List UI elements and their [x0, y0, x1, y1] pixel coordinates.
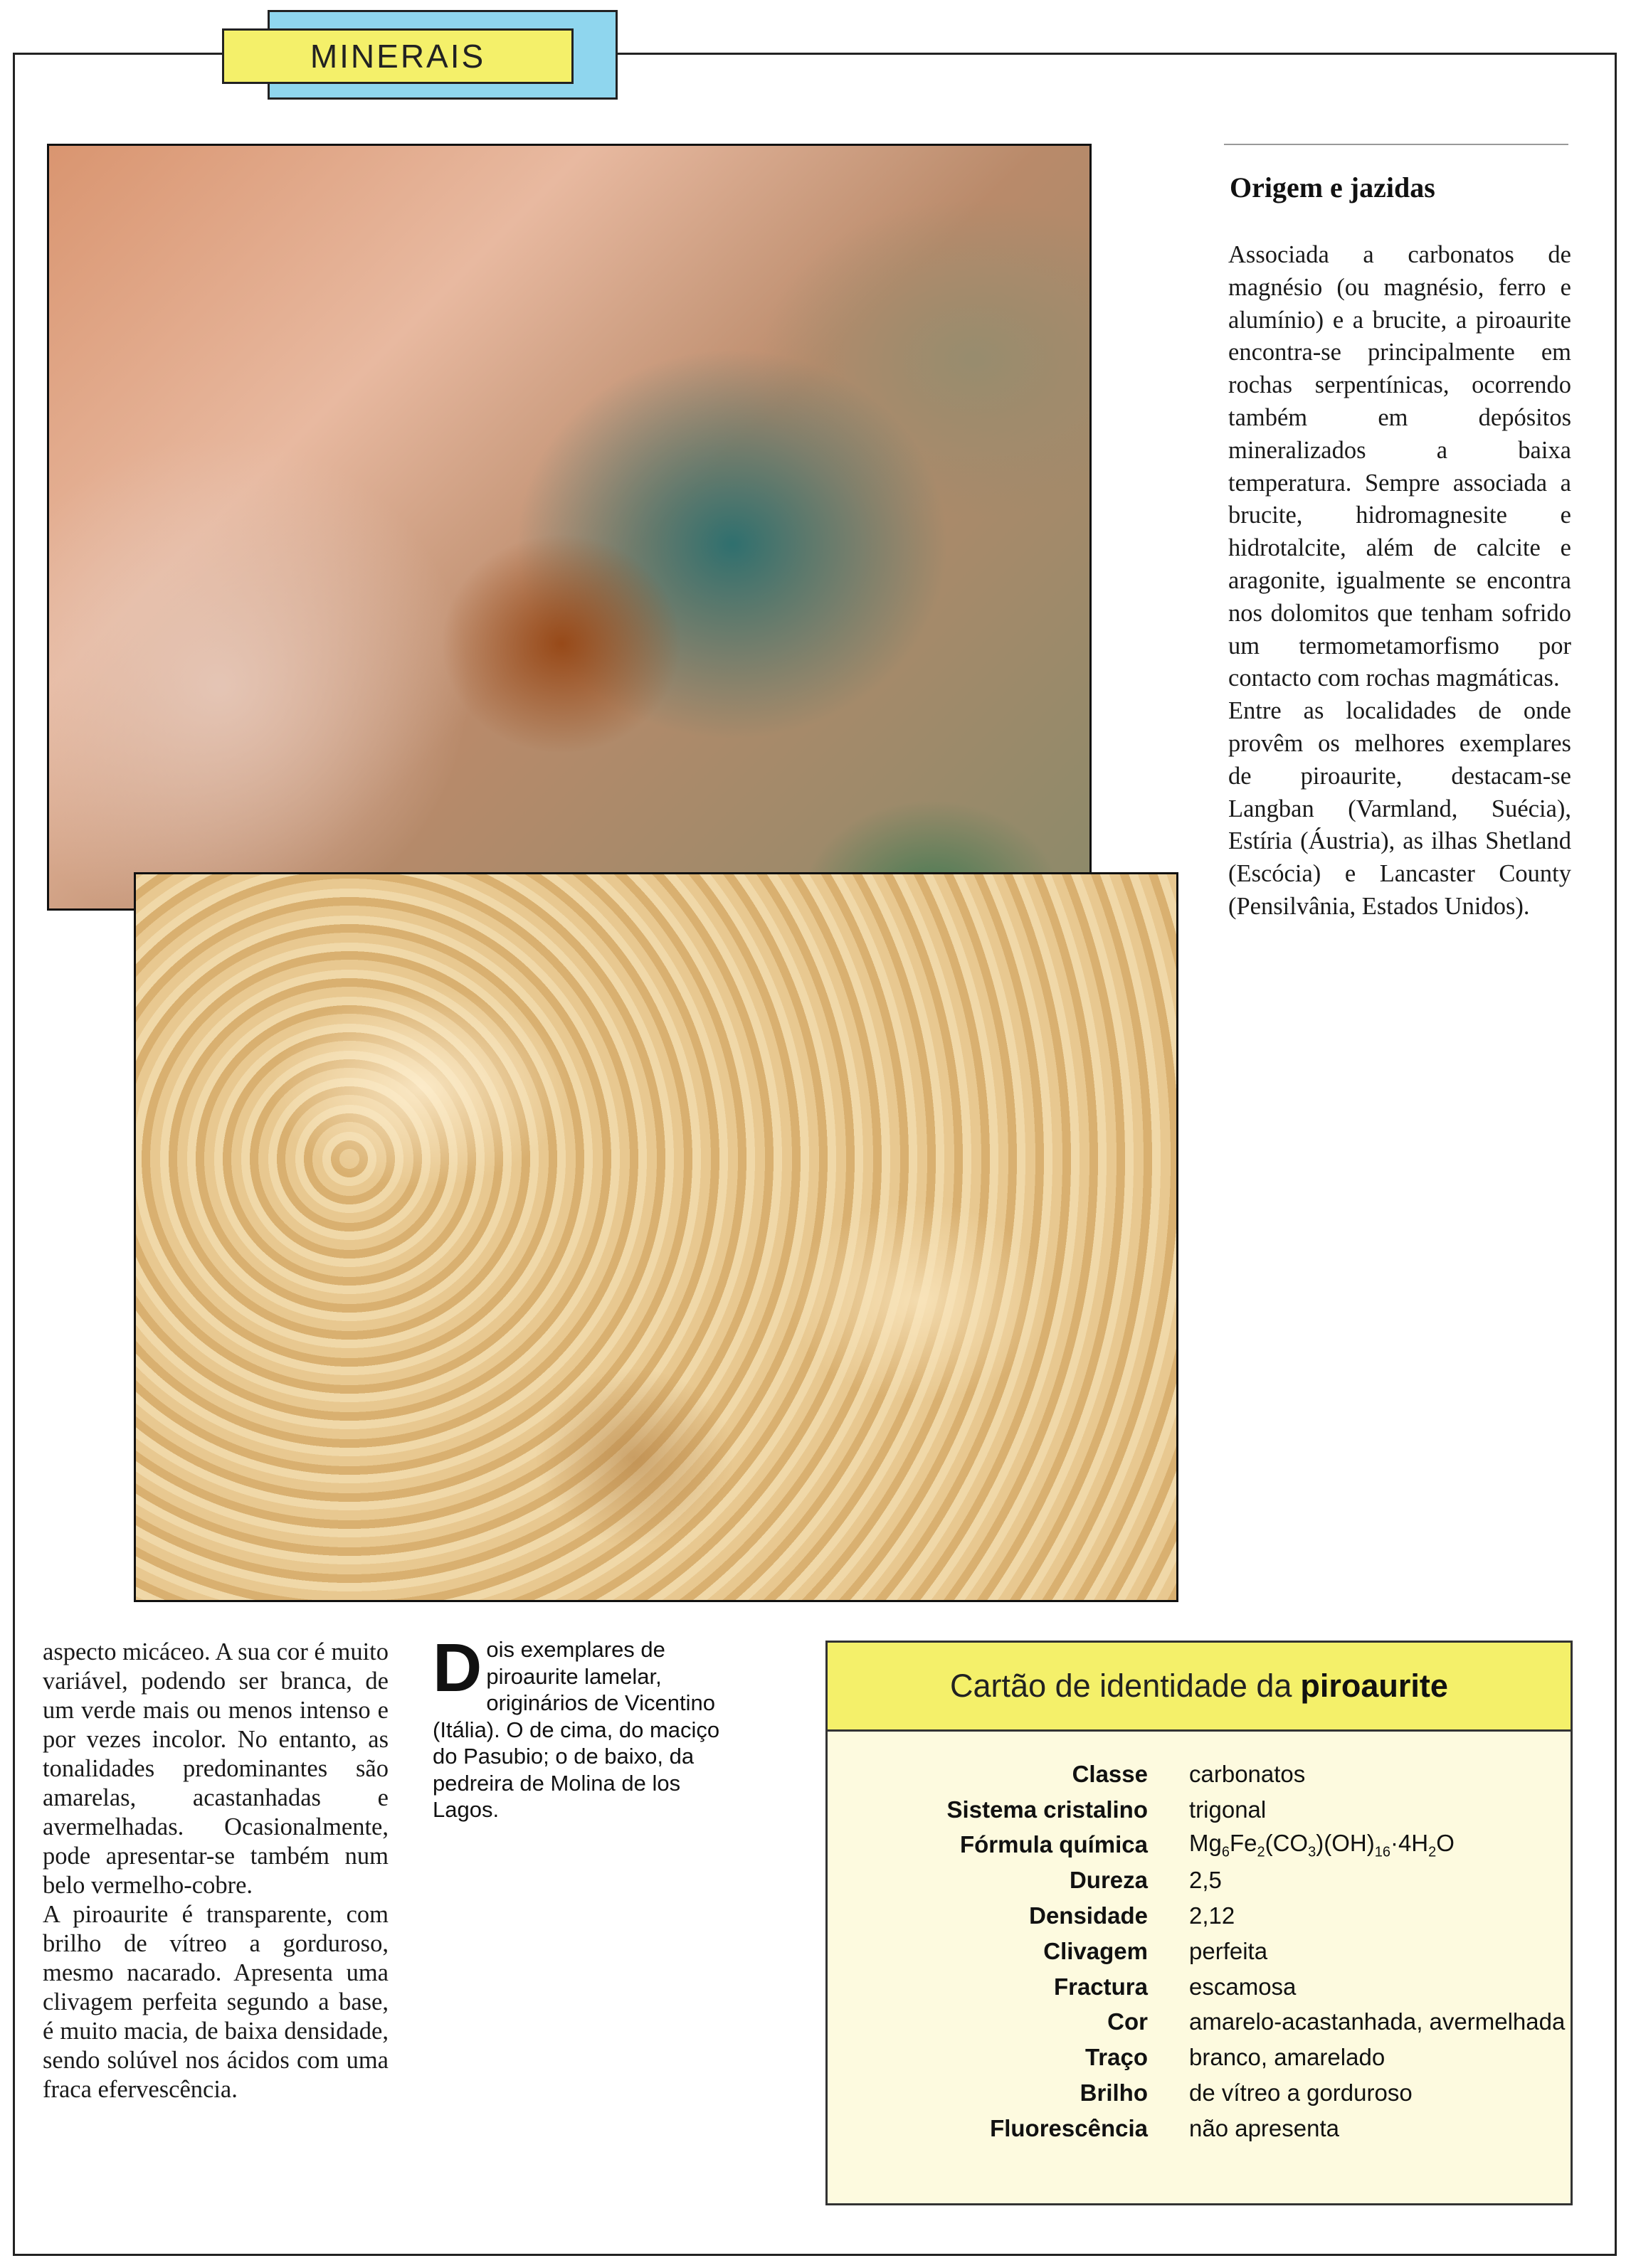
identity-label: Clivagem — [1043, 1937, 1148, 1964]
identity-value: escamosa — [1189, 1973, 1297, 2000]
identity-row-fractura — [828, 1969, 1571, 2005]
caption-dropcap: D — [433, 1630, 482, 1706]
sidebar-rule — [1224, 144, 1568, 145]
section-tab — [222, 28, 574, 84]
identity-label: Fórmula química — [959, 1831, 1148, 1858]
identity-row-traco — [828, 2040, 1571, 2075]
identity-row-cor — [828, 2005, 1571, 2040]
mineral-photo-bottom — [134, 872, 1178, 1602]
identity-label: Traço — [1084, 2044, 1148, 2071]
identity-row-brilho — [828, 2075, 1571, 2111]
page-frame-left — [13, 53, 15, 2255]
identity-value: não apresenta — [1189, 2114, 1340, 2141]
identity-card — [825, 1641, 1573, 2205]
identity-value: 2,12 — [1189, 1902, 1235, 1929]
origin-title: Origem e jazidas — [1230, 171, 1435, 203]
identity-card-rows — [828, 1756, 1571, 2146]
identity-card-title-prefix: Cartão de identidade da — [950, 1668, 1292, 1704]
identity-value: amarelo-acastanhada, avermelhada — [1189, 2008, 1566, 2035]
origin-paragraph: Associada a carbonatos de magnésio (ou magnésio, ferro e alumínio) e a brucite, a piroaurite encontra-se principalmente em rochas serpentínicas, ocorrendo também em depósitos mineralizados a baixa temperatura. Sempre associada a brucite, hidromagnesite e hidrotalcite, além de calcite e aragonite, igualmente se encontra nos dolomitos que tenham sofrido um termometamorfismo por contacto com rochas magmáticas. — [1228, 241, 1571, 692]
mineral-photo-top — [47, 144, 1092, 911]
description-paragraph: aspecto micáceo. A sua cor é muito variável, podendo ser branca, de um verde mais ou menos intenso e por vezes incolor. No entanto, as tonalidades predominantes são amarelas, acastanhadas e avermelhadas. Ocasionalmente, pode apresentar-se também num belo vermelho-cobre. — [43, 1638, 389, 1899]
caption-text: ois exemplares de piroaurite lamelar, originários de Vicentino (Itália). O de cima, do maciço do Pasubio; o de baixo, da pedreira de Molina de los Lagos. — [433, 1637, 720, 1822]
identity-value: carbonatos — [1189, 1760, 1306, 1787]
identity-value-formula: $Mg_6Fe_2(CO_3)(OH)_{16}\cdot 4H_2O$ — [1189, 1829, 1455, 1860]
identity-card-title-mineral: piroaurite — [1300, 1668, 1448, 1704]
identity-row-classe — [828, 1756, 1571, 1792]
identity-label: Dureza — [1069, 1867, 1148, 1894]
origin-paragraph: Entre as localidades de onde provêm os melhores exemplares de piroaurite, destacam-se Langban (Varmland, Suécia), Estíria (Áustria), as ilhas Shetland (Escócia) e Lancaster County (Pensilvânia, Estados Unidos). — [1228, 697, 1571, 920]
identity-label: Fractura — [1053, 1973, 1148, 2000]
identity-label: Densidade — [1029, 1902, 1148, 1929]
identity-row-sistema — [828, 1792, 1571, 1828]
identity-label: Fluorescência — [990, 2114, 1148, 2141]
identity-label: Sistema cristalino — [946, 1796, 1148, 1823]
origin-text — [1228, 239, 1571, 923]
identity-row-clivagem — [828, 1934, 1571, 1969]
identity-value: perfeita — [1189, 1937, 1268, 1964]
section-tab-label: MINERAIS — [310, 38, 486, 75]
identity-row-formula — [828, 1828, 1571, 1863]
identity-label: Classe — [1072, 1760, 1148, 1787]
description-text — [43, 1638, 389, 2104]
page-frame-bottom — [13, 2254, 1617, 2256]
identity-value: branco, amarelado — [1189, 2044, 1385, 2071]
identity-row-dureza — [828, 1862, 1571, 1898]
page-frame-right — [1615, 53, 1617, 2255]
identity-card-title — [828, 1643, 1571, 1732]
photo-caption — [433, 1630, 732, 1823]
identity-value: 2,5 — [1189, 1867, 1222, 1894]
identity-row-fluorescencia — [828, 2111, 1571, 2146]
identity-row-densidade — [828, 1898, 1571, 1934]
identity-label: Cor — [1107, 2008, 1148, 2035]
identity-label: Brilho — [1080, 2079, 1148, 2107]
description-paragraph: A piroaurite é transparente, com brilho de vítreo a gorduroso, mesmo nacarado. Apresenta uma clivagem perfeita segundo a base, é muito macia, de baixa densidade, sendo solúvel nos ácidos com uma fraca efervescência. — [43, 1901, 389, 2103]
identity-value: de vítreo a gorduroso — [1189, 2079, 1413, 2107]
identity-value: trigonal — [1189, 1796, 1267, 1823]
